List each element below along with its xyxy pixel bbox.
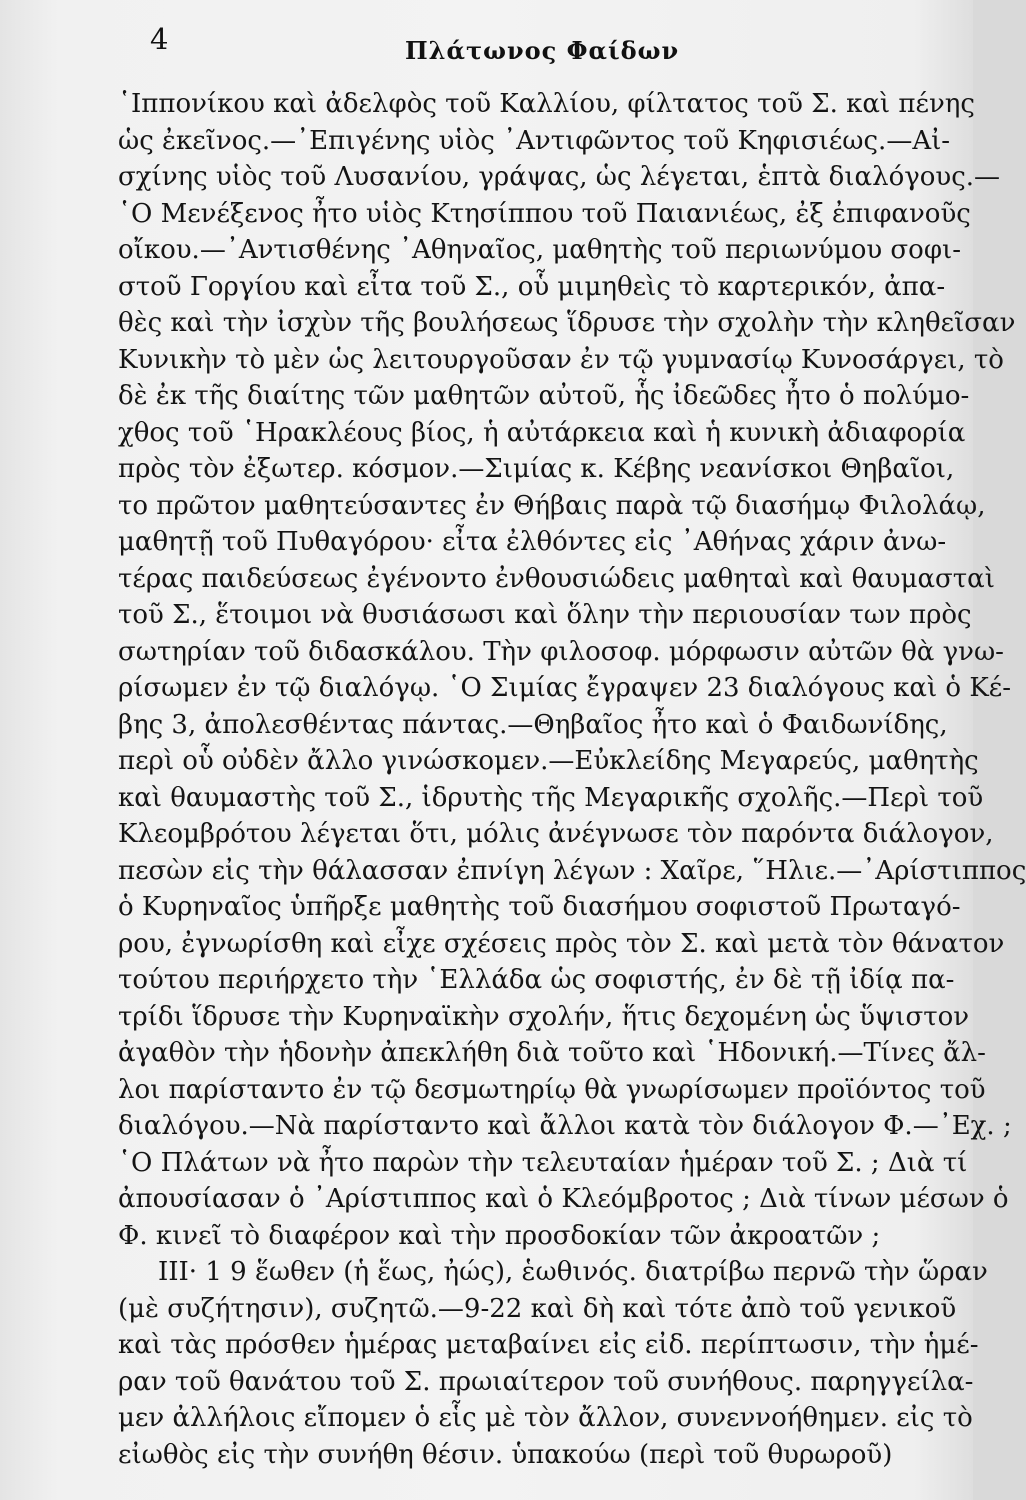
section-start-line: ΙΙΙ· 1 9 ἕωθεν (ἡ ἕως, ἠώς), ἑωθινός. διατρίβω περνῶ τὴν ὥραν — [158, 1257, 988, 1287]
text-line: το πρῶτον μαθητεύσαντες ἐν Θήβαις παρὰ τῷ διασήμῳ Φιλολάῳ, — [118, 490, 986, 521]
text-line: Κλεομβρότου λέγεται ὅτι, μόλις ἀνέγνωσε τὸν παρόντα διάλογον, — [118, 819, 994, 849]
text-line: ραν τοῦ θανάτου τοῦ Σ. πρωιαίτερον τοῦ συνήθους. παρηγγείλα- — [118, 1366, 974, 1397]
text-line: τρίδι ἵδρυσε τὴν Κυρηναϊκὴν σχολήν, ἥτις δεχομένη ὡς ὕψιστον — [118, 1001, 970, 1032]
text-line: ῾Ο Μενέξενος ἦτο υἱὸς Κτησίππου τοῦ Παιανιέως, ἐξ ἐπιφανοῦς — [118, 198, 971, 229]
text-line: ρου, ἐγνωρίσθη καὶ εἶχε σχέσεις πρὸς τὸν Σ. καὶ μετὰ τὸν θάνατον — [118, 928, 1005, 959]
text-line: λοι παρίσταντο ἐν τῷ δεσμωτηρίῳ θὰ γνωρίσωμεν προϊόντος τοῦ — [118, 1074, 986, 1105]
text-line: σχίνης υἱὸς τοῦ Λυσανίου, γράψας, ὡς λέγεται, ἑπτὰ διαλόγους.— — [118, 162, 1001, 192]
text-line: ὡς ἐκεῖνος.—᾿Επιγένης υἱὸς ᾿Αντιφῶντος τοῦ Κηφισιέως.—Αἰ- — [118, 125, 951, 156]
text-line: καὶ τὰς πρόσθεν ἡμέρας μεταβαίνει εἰς εἰδ. περίπτωσιν, τὴν ἡμέ- — [118, 1330, 979, 1360]
commentary-text — [118, 86, 1026, 1473]
text-line: τοῦ Σ., ἕτοιμοι νὰ θυσιάσωσι καὶ ὅλην τὴν περιουσίαν των πρὸς — [118, 600, 972, 630]
text-line: Φ. κινεῖ τὸ διαφέρον καὶ τὴν προσδοκίαν τῶν ἀκροατῶν ; — [118, 1220, 881, 1251]
text-line: ρίσωμεν ἐν τῷ διαλόγῳ. ῾Ο Σιμίας ἔγραψεν 23 διαλόγους καὶ ὁ Κέ- — [118, 673, 1012, 703]
text-line: πεσὼν εἰς τὴν θάλασσαν ἐπνίγη λέγων : Χαῖρε, ῞Ηλιε.—᾿Αρίστιππος — [118, 855, 1026, 886]
text-line: (μὲ συζήτησιν), συζητῶ.—9-22 καὶ δὴ καὶ τότε ἀπὸ τοῦ γενικοῦ — [118, 1293, 957, 1324]
text-line: τέρας παιδεύσεως ἐγένοντο ἐνθουσιώδεις μαθηταὶ καὶ θαυμασταὶ — [118, 563, 995, 594]
text-line: χθος τοῦ ῾Ηρακλέους βίος, ἡ αὐτάρκεια καὶ ἡ κυνικὴ ἀδιαφορία — [118, 417, 966, 448]
text-line: ῾Ιππονίκου καὶ ἀδελφὸς τοῦ Καλλίου, φίλτατος τοῦ Σ. καὶ πένης — [118, 89, 975, 119]
text-line: βης 3, ἀπολεσθέντας πάντας.—Θηβαῖος ἦτο καὶ ὁ Φαιδωνίδης, — [118, 709, 948, 740]
text-line: ὁ Κυρηναῖος ὑπῆρξε μαθητὴς τοῦ διασήμου σοφιστοῦ Πρωταγό- — [118, 892, 961, 922]
text-line: θὲς καὶ τὴν ἰσχὺν τῆς βουλήσεως ἵδρυσε τὴν σχολὴν τὴν κληθεῖσαν — [118, 308, 1016, 338]
text-line: ἀπουσίασαν ὁ ᾿Αρίστιππος καὶ ὁ Κλεόμβροτος ; Διὰ τίνων μέσων ὁ — [118, 1184, 1009, 1214]
text-line: περὶ οὗ οὐδὲν ἄλλο γινώσκομεν.—Εὐκλείδης Μεγαρεύς, μαθητὴς — [118, 746, 979, 776]
page-number: 4 — [150, 22, 169, 56]
text-line: μαθητῇ τοῦ Πυθαγόρου· εἶτα ἐλθόντες εἰς ᾿Αθήνας χάριν ἀνω- — [118, 527, 947, 557]
text-line: στοῦ Γοργίου καὶ εἶτα τοῦ Σ., οὗ μιμηθεὶς τὸ καρτερικόν, ἀπα- — [118, 271, 946, 302]
text-line: μεν ἀλλήλοις εἴπομεν ὁ εἷς μὲ τὸν ἄλλον, συνεννοήθημεν. εἰς τὸ — [118, 1403, 973, 1433]
text-line: οἴκου.—᾿Αντισθένης ᾿Αθηναῖος, μαθητὴς τοῦ περιωνύμου σοφι- — [118, 235, 962, 265]
text-line: πρὸς τὸν ἐξωτερ. κόσμον.—Σιμίας κ. Κέβης νεανίσκοι Θηβαῖοι, — [118, 454, 955, 484]
running-title: Πλάτωνος Φαίδων — [405, 36, 680, 65]
text-line: Κυνικὴν τὸ μὲν ὡς λειτουργοῦσαν ἐν τῷ γυμνασίῳ Κυνοσάργει, τὸ — [118, 344, 1004, 375]
text-line: δὲ ἐκ τῆς διαίτης τῶν μαθητῶν αὐτοῦ, ἧς ἰδεῶδες ἦτο ὁ πολύμο- — [118, 381, 970, 411]
text-line: ῾Ο Πλάτων νὰ ἦτο παρὼν τὴν τελευταίαν ἡμέραν τοῦ Σ. ; Διὰ τί — [118, 1147, 968, 1178]
text-line: σωτηρίαν τοῦ διδασκάλου. Τὴν φιλοσοφ. μόρφωσιν αὐτῶν θὰ γνω- — [118, 636, 1004, 667]
text-line: καὶ θαυμαστὴς τοῦ Σ., ἱδρυτὴς τῆς Μεγαρικῆς σχολῆς.—Περὶ τοῦ — [118, 782, 984, 813]
text-line: εἰωθὸς εἰς τὴν συνήθη θέσιν. ὑπακούω (περὶ τοῦ θυρωροῦ) — [118, 1439, 893, 1470]
text-line: διαλόγου.—Νὰ παρίσταντο καὶ ἄλλοι κατὰ τὸν διάλογον Φ.—᾿Εχ. ; — [118, 1111, 1012, 1141]
text-line: τούτου περιήρχετο τὴν ῾Ελλάδα ὡς σοφιστής, ἐν δὲ τῇ ἰδίᾳ πα- — [118, 965, 955, 995]
text-line: ἀγαθὸν τὴν ἡδονὴν ἀπεκλήθη διὰ τοῦτο καὶ ῾Ηδονική.—Τίνες ἄλ- — [118, 1038, 986, 1068]
